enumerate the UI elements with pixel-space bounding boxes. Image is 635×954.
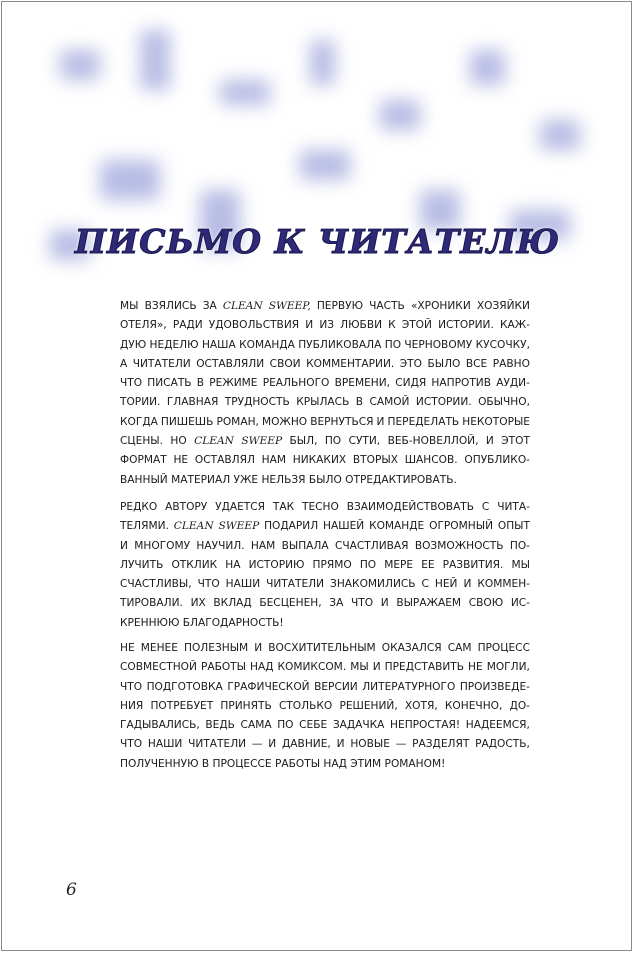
word: ЧТО (120, 738, 143, 751)
word: КРЫЛАСЬ (296, 396, 350, 409)
word: В (355, 396, 364, 409)
word: ВЫПАЛА (281, 539, 329, 552)
word: ПЕРЕДЕЛАТЬ (387, 415, 460, 428)
word: ВЕДЬ (205, 719, 235, 732)
word: И (376, 415, 385, 428)
word: ЧИТА- (497, 501, 530, 513)
word: ПРЯМО (312, 558, 352, 571)
word: КОНЕЧНО, (444, 699, 503, 712)
word: САМ (447, 642, 472, 654)
word: ВЗАИМОДЕЙСТВОВАТЬ (346, 501, 475, 513)
word: ОТЕЛЯ», (120, 319, 167, 332)
text-line (120, 594, 530, 613)
text-line (120, 658, 530, 677)
word: ЧТО (120, 377, 143, 390)
word: КОММЕНТАРИИ. (306, 357, 395, 370)
word: МЕНЕЕ (140, 642, 178, 654)
word: ЗА (202, 300, 217, 312)
word: С (421, 578, 429, 591)
word: ОГРОМНЫЙ (429, 520, 494, 533)
word: ЛУЧИТЬ (120, 558, 164, 571)
word: РАДИ (172, 319, 203, 332)
word: СЧАСТЛИВЫ, (120, 578, 192, 591)
text-line (120, 316, 530, 335)
text-line (120, 639, 530, 658)
word: НЕПРОСТАЯ! (390, 719, 461, 732)
text-line (120, 556, 530, 575)
word: CLEAN (194, 435, 234, 448)
paragraph-2 (120, 498, 530, 633)
word: К (388, 319, 396, 332)
word: «ХРОНИКИ (410, 300, 471, 312)
word: ГАДЫВАЛИСЬ, (120, 719, 200, 732)
word: НАПРОТИВ (431, 377, 491, 390)
word: SWEEP, (268, 300, 311, 312)
word: И (254, 642, 263, 654)
word: ПО- (509, 539, 530, 552)
text-line (120, 716, 530, 735)
word: С (481, 501, 490, 513)
word: И (463, 578, 472, 591)
word: УДОВОЛЬСТВИЯ (208, 319, 300, 332)
text-line (120, 537, 530, 556)
word: ПЕРВУЮ (316, 300, 364, 312)
word: МЕРЕ (384, 558, 414, 571)
word: ДУЮ (120, 338, 147, 351)
word: КОММЕН- (477, 578, 530, 591)
word: ЭТОЙ (401, 319, 432, 332)
word: ТАК (272, 501, 295, 513)
word: И (372, 661, 381, 674)
text-line (120, 755, 530, 774)
word: НЕ (120, 642, 135, 654)
word: ПОТРЕБУЕТ (150, 699, 214, 712)
word: КОГДА (120, 415, 158, 428)
word: ЛЮБВИ (340, 319, 383, 332)
word: ВЕБ-НОВЕЛЛОЙ, (387, 435, 479, 448)
text-line (120, 451, 530, 470)
word: И (485, 435, 494, 448)
word: РЕАЛЬНОГО (262, 377, 330, 390)
word: СЧАСТЛИВАЯ (334, 539, 409, 552)
word: ВТОРЫХ (352, 454, 398, 467)
word: ЛИТЕРАТУРНОГО (362, 680, 456, 693)
word: СЦЕНЫ. (120, 435, 163, 448)
text-line (120, 517, 530, 536)
word: ЧТО (120, 680, 143, 693)
word: СЕБЕ (299, 719, 328, 732)
paragraph-1 (120, 297, 530, 490)
word: НАШИ (225, 578, 261, 591)
word: АУДИ- (496, 377, 530, 390)
word: SWEEP (218, 520, 260, 533)
word: КОМИКСОМ. (277, 661, 347, 674)
word: МОГЛИ, (486, 661, 530, 674)
word: ГРАФИЧЕСКОЙ (227, 680, 310, 693)
word: ЧТО (197, 578, 220, 591)
word: ОПЫТ (497, 520, 530, 533)
word: ОКАЗАЛСЯ (381, 642, 442, 654)
word: ПО (324, 435, 342, 448)
word: ИСТОРИИ. (415, 396, 472, 409)
word: И (120, 539, 128, 552)
text-line (120, 393, 530, 412)
word: НАДЕЕМСЯ, (465, 719, 530, 732)
word: МЫ (511, 558, 530, 571)
word: НЕКОТОРЫЕ (462, 415, 530, 428)
word: ЭТОТ (501, 435, 530, 448)
word: БЫЛО (427, 357, 461, 370)
word: КОМАНДА (239, 338, 295, 351)
word: НЕДЕЛЮ (149, 338, 199, 351)
word: РАЗДЕЛЯТ (412, 738, 470, 751)
word: ПОДАРИЛ (264, 520, 319, 533)
word: РАЗВИТИЯ. (442, 558, 504, 571)
word: ПРЕДСТАВИТЬ (384, 661, 465, 674)
text-line (120, 413, 530, 432)
word: ЕЕ (421, 558, 435, 571)
text-line (120, 735, 530, 754)
text-segment: ВАННЫЙ МАТЕРИАЛ УЖЕ НЕЛЬЗЯ БЫЛО ОТРЕДАКТИРОВАТЬ. (120, 473, 457, 486)
word: РАВНО (492, 357, 530, 370)
word: ПО (277, 719, 294, 732)
text-segment: ПОЛУЧЕННУЮ В ПРОЦЕССЕ РАБОТЫ НАД ЭТИМ РОМАНОМ! (120, 757, 446, 770)
word: ХОТЯ, (404, 699, 438, 712)
word: ПОДГОТОВКА (146, 680, 223, 693)
word: КАЖ- (499, 319, 530, 332)
word: НАША (201, 338, 236, 351)
word: СВОИ (269, 357, 301, 370)
word: — (395, 738, 407, 751)
word: ГЛАВНАЯ (166, 396, 219, 409)
word: БЫЛ, (289, 435, 318, 448)
word: ЧАСТЬ (369, 300, 405, 312)
word: ДАВНИЕ, (282, 738, 331, 751)
word: ПРОЦЕСС (477, 642, 530, 654)
word: ЧИТАТЕЛИ (266, 578, 325, 591)
text-line (120, 432, 530, 451)
word: ПРОИЗВЕДЕ- (459, 680, 530, 693)
text-line (120, 336, 530, 355)
word: ТЕЛЯМИ. (120, 520, 169, 533)
word: АВТОРУ (165, 501, 208, 513)
word: ВЕРСИИ (314, 680, 358, 693)
word: ПРИНЯТЬ (220, 699, 272, 712)
word: КОМАНДЕ (369, 520, 425, 533)
word: РЕЖИМЕ (209, 377, 258, 390)
word: НИЯ (120, 699, 144, 712)
word: ВЗЯЛИСЬ (144, 300, 197, 312)
word: РОМАН, (216, 415, 259, 428)
word: НАШИ (147, 738, 183, 751)
word: НАМ (250, 539, 276, 552)
word: ПИСАТЬ (147, 377, 192, 390)
word: ВЫРАЖАЕМ (396, 597, 462, 610)
word: ВОЗМОЖНОСТЬ (414, 539, 504, 552)
word: НАУЧИЛ. (196, 539, 245, 552)
word: ЧЕРНОВОМУ (404, 338, 473, 351)
word: МОЖНО (261, 415, 308, 428)
word: ОПУБЛИКО- (464, 454, 530, 467)
word: ВЕРНУТЬСЯ (310, 415, 374, 428)
word: РЕШЕНИЙ, (339, 699, 398, 712)
text-line (120, 575, 530, 594)
word: СИДЯ (395, 377, 427, 390)
word: НЕ (468, 661, 483, 674)
word: САМОЙ (369, 396, 410, 409)
text-line (120, 498, 530, 517)
word: ПО (359, 558, 377, 571)
word: — (251, 738, 263, 751)
word: ОСТАВЛЯЛИ (196, 357, 265, 370)
word: СУТИ, (348, 435, 381, 448)
text-line (120, 471, 530, 490)
text-segment: КРЕННЮЮ БЛАГОДАРНОСТЬ! (120, 616, 284, 629)
word: И (305, 319, 314, 332)
text-line (120, 374, 530, 393)
text-line (120, 614, 530, 633)
text-line (120, 697, 530, 716)
word: НАД (250, 661, 274, 674)
word: ЗНАКОМИЛИСЬ (330, 578, 416, 591)
text-line (120, 355, 530, 374)
word: ТРУДНОСТЬ (224, 396, 290, 409)
text-line (120, 678, 530, 697)
page-title: ПИСЬМО К ЧИТАТЕЛЮ (74, 222, 561, 261)
word: НОВЫЕ (350, 738, 390, 751)
word: ИС- (510, 597, 530, 610)
word: И (336, 738, 345, 751)
word: САМА (240, 719, 272, 732)
word: ЭТО (399, 357, 422, 370)
word: SWEEP (241, 435, 283, 448)
word: ЗАДАЧКА (332, 719, 385, 732)
word: КУСОЧКУ, (475, 338, 530, 351)
word: МЫ (350, 661, 369, 674)
page-number: 6 (66, 880, 77, 900)
word: СОВМЕСТНОЙ (120, 661, 197, 674)
word: ВСЕ (465, 357, 488, 370)
word: ВОСХИТИТЕЛЬНЫМ (268, 642, 376, 654)
word: ЧИТАТЕЛИ (188, 738, 247, 751)
word: РАДОСТЬ, (475, 738, 530, 751)
word: НЕ (173, 454, 189, 467)
word: А (120, 357, 128, 370)
word: ФОРМАТ (120, 454, 167, 467)
word: НИКАКИХ (292, 454, 347, 467)
word: МЫ (120, 300, 139, 312)
word: ОТКЛИК (171, 558, 218, 571)
word: CLEAN (222, 300, 263, 312)
word: СТОЛЬКО (278, 699, 333, 712)
word: РАБОТЫ (200, 661, 246, 674)
word: НО (170, 435, 187, 448)
word: В (196, 377, 205, 390)
word: ВРЕМЕНИ, (334, 377, 391, 390)
word: МНОГОМУ (134, 539, 191, 552)
word: ШАНСОВ. (404, 454, 458, 467)
word: НАМ (261, 454, 287, 467)
word: БЕСЦЕНЕН, (259, 597, 322, 610)
word: ИХ (190, 597, 206, 610)
word: НЕЙ (434, 578, 458, 591)
word: ТИРОВАЛИ. (120, 597, 183, 610)
text-line (120, 297, 530, 316)
word: ТЕСНО (301, 501, 339, 513)
word: НА (225, 558, 241, 571)
word: ПО (384, 338, 402, 351)
word: ОБЫЧНО, (478, 396, 530, 409)
word: ПИШЕШЬ (160, 415, 214, 428)
word: ИСТОРИИ. (438, 319, 494, 332)
word: ЧИТАТЕЛИ (132, 357, 191, 370)
word: CLEAN (173, 520, 214, 533)
word: ВКЛАД (213, 597, 252, 610)
word: ХОЗЯЙКИ (476, 300, 530, 312)
word: ДО- (509, 699, 530, 712)
word: И (268, 738, 277, 751)
word: ПОЛЕЗНЫМ (183, 642, 249, 654)
word: ТОРИИ. (120, 396, 161, 409)
word: НАШЕЙ (323, 520, 365, 533)
word: ИСТОРИЮ (248, 558, 305, 571)
word: СВОЮ (468, 597, 504, 610)
word: РЕДКО (120, 501, 158, 513)
paragraph-3 (120, 639, 530, 774)
word: И (380, 597, 389, 610)
word: ЧТО (350, 597, 374, 610)
word: ПУБЛИКОВАЛА (298, 338, 382, 351)
word: УДАЕТСЯ (215, 501, 266, 513)
word: ОСТАВЛЯЛ (194, 454, 255, 467)
word: ИЗ (319, 319, 335, 332)
word: ЗА (329, 597, 344, 610)
